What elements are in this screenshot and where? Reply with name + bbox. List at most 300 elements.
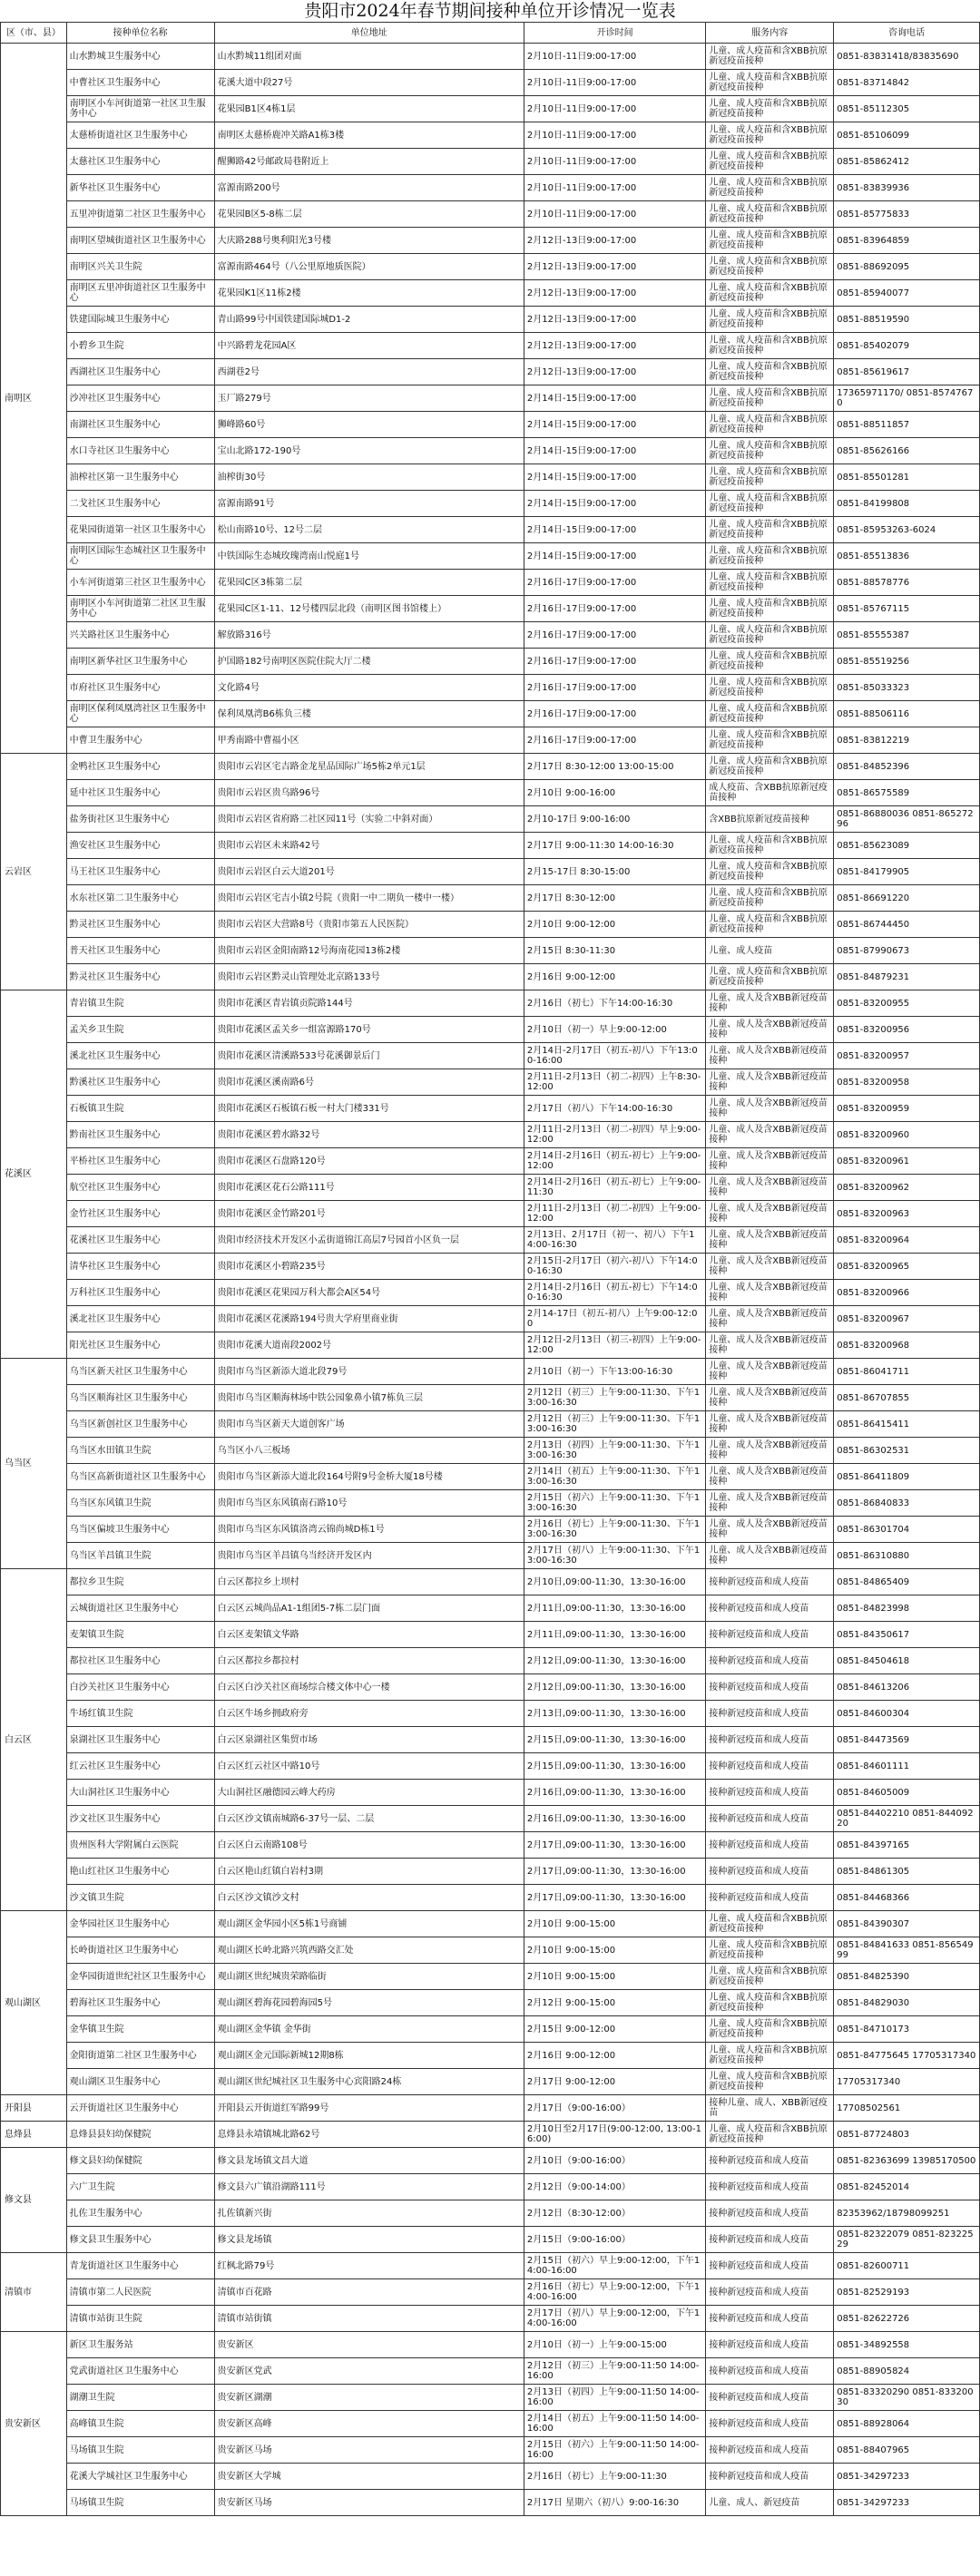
service-cell: 儿童、成人疫苗和含XBB抗原新冠疫苗接种 [706,1937,834,1964]
service-cell: 儿童、成人疫苗和含XBB抗原新冠疫苗接种 [706,912,834,938]
address-cell: 南明区太慈桥鹿冲关路A1栋3楼 [214,122,524,149]
table-row [1,201,980,228]
open-time-cell: 2月16日（初七）上午9:00-11:30、下午13:00-16:30 [524,1517,705,1543]
open-time-cell: 2月17日（9:00-16:00） [524,2095,705,2122]
open-time-cell: 2月12日 9:00-15:00 [524,1990,705,2016]
phone-cell: 0851-84841633 0851-85654999 [834,1937,980,1964]
table-row [1,1438,980,1464]
unit-name-cell: 航空社区卫生服务中心 [66,1175,214,1201]
open-time-cell: 2月14日-2月16日（初五-初七）上午9:00-11:30 [524,1175,705,1201]
address-cell: 白云区泉湖社区集贸市场 [214,1727,524,1753]
phone-cell: 0851-84390307 [834,1911,980,1937]
open-time-cell: 2月10日-11日9:00-17:00 [524,175,705,201]
open-time-cell: 2月12日（9:00-14:00） [524,2174,705,2200]
open-time-cell: 2月13日、2月17日（初一、初八）下午14:00-16:30 [524,1227,705,1254]
unit-name-cell: 二戈社区卫生服务中心 [66,491,214,517]
open-time-cell: 2月17日（初八）早上9:00-12:00，下午14:00-16:00 [524,2306,705,2332]
phone-cell: 0851-83200961 [834,1148,980,1175]
phone-cell: 0851-83200968 [834,1332,980,1359]
table-row [1,622,980,649]
table-row [1,1543,980,1569]
service-cell: 接种新冠疫苗和成人疫苗 [706,2227,834,2253]
unit-name-cell: 延中社区卫生服务中心 [66,780,214,806]
unit-name-cell: 新区卫生服务站 [66,2332,214,2358]
table-row [1,1148,980,1175]
district-cell: 修文县 [1,2148,67,2253]
phone-cell: 0851-83200964 [834,1227,980,1254]
service-cell: 接种新冠疫苗和成人疫苗 [706,1622,834,1648]
table-row [1,1753,980,1780]
service-cell: 儿童、成人疫苗和含XBB抗原新冠疫苗接种 [706,2016,834,2043]
unit-name-cell: 沙冲社区卫生服务中心 [66,385,214,412]
table-row [1,44,980,70]
service-cell: 儿童、成人及含XBB新冠疫苗接种 [706,1385,834,1411]
service-cell: 儿童、成人疫苗和含XBB抗原新冠疫苗接种 [706,96,834,122]
service-cell: 儿童、成人疫苗和含XBB抗原新冠疫苗接种 [706,622,834,649]
service-cell: 儿童、成人及含XBB新冠疫苗接种 [706,1359,834,1385]
address-cell: 西湖巷2号 [214,359,524,385]
unit-name-cell: 金阳街道第二社区卫生服务中心 [66,2043,214,2069]
address-cell: 白云区白云南路108号 [214,1832,524,1859]
phone-cell: 0851-84468366 [834,1885,980,1911]
unit-name-cell: 清镇市站街卫生院 [66,2306,214,2332]
unit-name-cell: 乌当区顺海社区卫生服务中心 [66,1385,214,1411]
address-cell: 松山南路10号、12号二层 [214,517,524,543]
address-cell: 贵阳市经济技术开发区小孟街道锦江高层7号园首小区负一层 [214,1227,524,1254]
table-row [1,1780,980,1806]
table-row [1,1017,980,1043]
unit-name-cell: 中曹卫生服务中心 [66,727,214,754]
unit-name-cell: 黔灵社区卫生服务中心 [66,912,214,938]
open-time-cell: 2月15日,09:00-11:30，13:30-16:00 [524,1753,705,1780]
open-time-cell: 2月14日-15日9:00-17:00 [524,412,705,438]
service-cell: 儿童、成人疫苗和含XBB抗原新冠疫苗接种 [706,754,834,780]
unit-name-cell: 沙文镇卫生院 [66,1885,214,1911]
table-row [1,1306,980,1332]
unit-name-cell: 金竹社区卫生服务中心 [66,1201,214,1227]
open-time-cell: 2月14日-2月17日（初五-初八）下午13:00-16:00 [524,1043,705,1069]
unit-name-cell: 修文县卫生服务中心 [66,2227,214,2253]
phone-cell: 0851-82363699 13985170500 [834,2148,980,2174]
vaccination-schedule-table [0,22,980,2516]
table-row [1,1648,980,1674]
unit-name-cell: 红云社区卫生服务中心 [66,1753,214,1780]
open-time-cell: 2月10日 9:00-12:00 [524,912,705,938]
address-cell: 护国路182号南明区医院住院大厅二楼 [214,649,524,675]
table-row [1,885,980,912]
phone-cell: 0851-84775645 17705317340 [834,2043,980,2069]
unit-name-cell: 石板镇卫生院 [66,1096,214,1122]
open-time-cell: 2月10日（9:00-16:00） [524,2148,705,2174]
unit-name-cell: 马场镇卫生院 [66,2437,214,2464]
address-cell: 开阳县云开街道红军路99号 [214,2095,524,2122]
phone-cell: 0851-84825390 [834,1964,980,1990]
open-time-cell: 2月15日（初六）上午9:00-11:50 14:00-16:00 [524,2437,705,2464]
unit-name-cell: 南湖社区卫生服务中心 [66,412,214,438]
service-cell: 儿童、成人及含XBB新冠疫苗接种 [706,1280,834,1306]
open-time-cell: 2月12日（初三）上午9:00-11:30、下午13:00-16:30 [524,1411,705,1438]
phone-cell: 0851-85513836 [834,543,980,570]
unit-name-cell: 小车河街道第三社区卫生服务中心 [66,570,214,596]
phone-cell: 0851-84601111 [834,1753,980,1780]
table-row [1,675,980,701]
open-time-cell: 2月10日 9:00-15:00 [524,1911,705,1937]
unit-name-cell: 中曹社区卫生服务中心 [66,70,214,96]
service-cell: 接种新冠疫苗和成人疫苗 [706,1885,834,1911]
open-time-cell: 2月10日-11日9:00-17:00 [524,96,705,122]
address-cell: 贵安新区高峰 [214,2411,524,2437]
address-cell: 修文县龙场镇 [214,2227,524,2253]
unit-name-cell: 油榨社区第一卫生服务中心 [66,464,214,491]
address-cell: 贵安新区马场 [214,2490,524,2516]
unit-name-cell: 太慈社区卫生服务中心 [66,149,214,175]
address-cell: 息烽县永靖镇城北路62号 [214,2122,524,2148]
address-cell: 青山路99号中国铁建国际城D1-2 [214,307,524,333]
unit-name-cell: 大山洞社区卫生服务中心 [66,1780,214,1806]
unit-name-cell: 修文县妇幼保健院 [66,2148,214,2174]
address-cell: 白云区都拉乡都拉村 [214,1648,524,1674]
unit-name-cell: 南明区国际生态城社区卫生服务中心 [66,543,214,570]
service-cell: 儿童、成人疫苗和含XBB抗原新冠疫苗接种 [706,70,834,96]
open-time-cell: 2月11日-2月13日（初二-初四）上午9:00-12:00 [524,1201,705,1227]
phone-cell: 0851-88511857 [834,412,980,438]
phone-cell: 0851-85402079 [834,333,980,359]
open-time-cell: 2月10日 9:00-15:00 [524,1964,705,1990]
district-cell: 贵安新区 [1,2332,67,2516]
phone-cell: 0851-84823998 [834,1595,980,1622]
phone-cell: 0851-84865409 [834,1569,980,1595]
service-cell: 接种新冠疫苗和成人疫苗 [706,2306,834,2332]
phone-cell: 17705317340 [834,2069,980,2095]
phone-cell: 82353962/18798099251 [834,2200,980,2227]
service-cell: 儿童、成人及含XBB新冠疫苗接种 [706,1411,834,1438]
phone-cell: 0851-83200955 [834,990,980,1017]
table-row [1,1622,980,1648]
unit-name-cell: 乌当区偏坡卫生服务中心 [66,1517,214,1543]
address-cell: 贵阳市花溪区碧水路32号 [214,1122,524,1148]
service-cell: 接种新冠疫苗和成人疫苗 [706,2148,834,2174]
table-row [1,1806,980,1832]
phone-cell: 0851-83200958 [834,1069,980,1096]
open-time-cell: 2月10日-11日9:00-17:00 [524,149,705,175]
open-time-cell: 2月16日,09:00-11:30，13:30-16:00 [524,1780,705,1806]
address-cell: 贵阳市花溪区石盘路120号 [214,1148,524,1175]
address-cell: 贵阳市花溪区石板镇石板一村大门楼331号 [214,1096,524,1122]
service-cell: 接种新冠疫苗和成人疫苗 [706,2200,834,2227]
service-cell: 儿童、成人及含XBB新冠疫苗接种 [706,1254,834,1280]
address-cell: 观山湖区碧海花园碧海园5号 [214,1990,524,2016]
phone-cell: 0851-84504618 [834,1648,980,1674]
open-time-cell: 2月12日-13日9:00-17:00 [524,228,705,254]
phone-cell: 17708502561 [834,2095,980,2122]
service-cell: 接种新冠疫苗和成人疫苗 [706,1780,834,1806]
unit-name-cell: 黔溪社区卫生服务中心 [66,1069,214,1096]
table-row [1,464,980,491]
table-row [1,385,980,412]
address-cell: 贵阳市花溪区金竹路201号 [214,1201,524,1227]
address-cell: 贵安新区 [214,2332,524,2358]
open-time-cell: 2月17日（初八）下午14:00-16:30 [524,1096,705,1122]
unit-name-cell: 金鸭社区卫生服务中心 [66,754,214,780]
phone-cell: 0851-86707855 [834,1385,980,1411]
table-row [1,833,980,859]
unit-name-cell: 盐务街社区卫生服务中心 [66,806,214,833]
open-time-cell: 2月12日-13日9:00-17:00 [524,280,705,307]
phone-cell: 0851-86691220 [834,885,980,912]
unit-name-cell: 清华社区卫生服务中心 [66,1254,214,1280]
service-cell: 儿童、成人及含XBB新冠疫苗接种 [706,1043,834,1069]
address-cell: 贵阳市乌当区东风镇洛湾云锦尚城D栋1号 [214,1517,524,1543]
unit-name-cell: 南明区新华社区卫生服务中心 [66,649,214,675]
service-cell: 儿童、成人疫苗和含XBB抗原新冠疫苗接种 [706,859,834,885]
address-cell: 玉厂路279号 [214,385,524,412]
unit-name-cell: 白沙关社区卫生服务中心 [66,1674,214,1701]
phone-cell: 0851-85626166 [834,438,980,464]
service-cell: 接种新冠疫苗和成人疫苗 [706,2464,834,2490]
open-time-cell: 2月15日,09:00-11:30，13:30-16:00 [524,1727,705,1753]
phone-cell: 0851-87724803 [834,2122,980,2148]
table-row [1,517,980,543]
unit-name-cell: 花溪社区卫生服务中心 [66,1227,214,1254]
address-cell: 贵阳市乌当区新添大道北段164号附9号金桥大厦18号楼 [214,1464,524,1490]
phone-cell: 0851-85112305 [834,96,980,122]
service-cell: 儿童、成人疫苗和含XBB抗原新冠疫苗接种 [706,1911,834,1937]
phone-cell: 0851-84199808 [834,491,980,517]
unit-name-cell: 都拉乡卫生院 [66,1569,214,1595]
table-row [1,2200,980,2227]
address-cell: 花果园B1区4栋1层 [214,96,524,122]
phone-cell: 0851-84397165 [834,1832,980,1859]
address-cell: 大庆路288号奥利阳光3号楼 [214,228,524,254]
table-row [1,2122,980,2148]
table-row [1,1227,980,1254]
open-time-cell: 2月16日（初七）上午9:00-11:30 [524,2464,705,2490]
open-time-cell: 2月14日-15日9:00-17:00 [524,491,705,517]
table-row [1,754,980,780]
service-cell: 接种新冠疫苗和成人疫苗 [706,2411,834,2437]
phone-cell: 0851-84879231 [834,964,980,990]
open-time-cell: 2月16日-17日9:00-17:00 [524,570,705,596]
table-body [1,44,980,2516]
unit-name-cell: 马王社区卫生服务中心 [66,859,214,885]
service-cell: 接种新冠疫苗和成人疫苗 [706,1674,834,1701]
table-row [1,2464,980,2490]
table-row [1,280,980,307]
table-row [1,649,980,675]
service-cell: 儿童、成人及含XBB新冠疫苗接种 [706,1122,834,1148]
unit-name-cell: 孟关乡卫生院 [66,1017,214,1043]
phone-cell: 0851-86880036 0851-86527296 [834,806,980,833]
phone-cell: 0851-84179905 [834,859,980,885]
unit-name-cell: 麦架镇卫生院 [66,1622,214,1648]
address-cell: 醒狮路42号邮政局巷附近上 [214,149,524,175]
district-cell: 乌当区 [1,1359,67,1569]
service-cell: 儿童、成人疫苗和含XBB抗原新冠疫苗接种 [706,149,834,175]
open-time-cell: 2月12日（初三）上午9:00-11:30、下午13:00-16:30 [524,1385,705,1411]
table-row [1,806,980,833]
address-cell: 贵阳市乌当区东风镇南石路10号 [214,1490,524,1517]
phone-cell: 0851-83200957 [834,1043,980,1069]
unit-name-cell: 马场镇卫生院 [66,2490,214,2516]
open-time-cell: 2月14日-15日9:00-17:00 [524,438,705,464]
table-row [1,1411,980,1438]
unit-name-cell: 清镇市第二人民医院 [66,2279,214,2306]
service-cell: 接种新冠疫苗和成人疫苗 [706,1595,834,1622]
unit-name-cell: 花溪大学城社区卫生服务中心 [66,2464,214,2490]
unit-name-cell: 青龙街道社区卫生服务中心 [66,2253,214,2279]
table-row [1,2069,980,2095]
address-cell: 贵安新区大学城 [214,2464,524,2490]
phone-cell: 0851-84613206 [834,1674,980,1701]
table-row [1,570,980,596]
phone-cell: 0851-85775833 [834,201,980,228]
address-cell: 白云区麦架镇文华路 [214,1622,524,1648]
service-cell: 接种新冠疫苗和成人疫苗 [706,1806,834,1832]
service-cell: 儿童、成人及含XBB新冠疫苗接种 [706,1543,834,1569]
address-cell: 修文县六广镇沿湖路111号 [214,2174,524,2200]
phone-cell: 0851-86744450 [834,912,980,938]
phone-cell: 0851-84600304 [834,1701,980,1727]
table-row [1,2253,980,2279]
unit-name-cell: 青岩镇卫生院 [66,990,214,1017]
phone-cell: 0851-83714842 [834,70,980,96]
address-cell: 贵阳市花溪区花溪路194号贵大学府里商业街 [214,1306,524,1332]
service-cell: 接种新冠疫苗和成人疫苗 [706,2174,834,2200]
service-cell: 儿童、成人及含XBB新冠疫苗接种 [706,1017,834,1043]
open-time-cell: 2月17日 8:30-12:00 13:00-15:00 [524,754,705,780]
unit-name-cell: 平桥社区卫生服务中心 [66,1148,214,1175]
service-cell: 儿童、成人疫苗和含XBB抗原新冠疫苗接种 [706,1964,834,1990]
open-time-cell: 2月17日 8:30-12:00 [524,885,705,912]
open-time-cell: 2月13日,09:00-11:30，13:30-16:00 [524,1701,705,1727]
phone-cell: 0851-84829030 [834,1990,980,2016]
address-cell: 乌当区小八三板场 [214,1438,524,1464]
unit-name-cell: 普天社区卫生服务中心 [66,938,214,964]
phone-cell: 0851-83200967 [834,1306,980,1332]
district-cell: 云岩区 [1,754,67,990]
open-time-cell: 2月10日至2月17日(9:00-12:00, 13:00-16:00) [524,2122,705,2148]
phone-cell: 0851-88506116 [834,701,980,727]
unit-name-cell: 万科社区卫生服务中心 [66,1280,214,1306]
address-cell: 贵阳市云岩区黔灵山管理处北京路133号 [214,964,524,990]
table-row [1,1280,980,1306]
service-cell: 儿童、成人疫苗和含XBB抗原新冠疫苗接种 [706,307,834,333]
address-cell: 甲秀南路中曹福小区 [214,727,524,754]
table-row [1,438,980,464]
phone-cell: 0851-88905824 [834,2358,980,2385]
address-cell: 保利凤凰湾B6栋负三楼 [214,701,524,727]
unit-name-cell: 云开街道社区卫生服务中心 [66,2095,214,2122]
service-cell: 儿童、成人疫苗和含XBB抗原新冠疫苗接种 [706,464,834,491]
table-row [1,122,980,149]
service-cell: 接种儿童、成人、XBB新冠疫苗 [706,2095,834,2122]
phone-cell: 0851-82452014 [834,2174,980,2200]
phone-cell: 0851-88519590 [834,307,980,333]
unit-name-cell: 牛场红镇卫生院 [66,1701,214,1727]
phone-cell: 0851-88692095 [834,254,980,280]
table-row [1,2227,980,2253]
column-header-district: 区（市、县） [1,23,67,44]
unit-name-cell: 铁建国际城卫生服务中心 [66,307,214,333]
service-cell: 接种新冠疫苗和成人疫苗 [706,2332,834,2358]
unit-name-cell: 小碧乡卫生院 [66,333,214,359]
service-cell: 接种新冠疫苗和成人疫苗 [706,1859,834,1885]
phone-cell: 0851-34297233 [834,2490,980,2516]
service-cell: 接种新冠疫苗和成人疫苗 [706,2253,834,2279]
address-cell: 白云区红云社区中路10号 [214,1753,524,1780]
address-cell: 清镇市站街镇 [214,2306,524,2332]
service-cell: 儿童、成人疫苗和含XBB抗原新冠疫苗接种 [706,701,834,727]
phone-cell: 0851-85106099 [834,122,980,149]
phone-cell: 0851-83964859 [834,228,980,254]
phone-cell: 0851-83320290 0851-83320030 [834,2385,980,2411]
unit-name-cell: 南明区小车河街道第二社区卫生服务中心 [66,596,214,622]
service-cell: 儿童、成人疫苗和含XBB抗原新冠疫苗接种 [706,359,834,385]
service-cell: 儿童、成人疫苗 [706,938,834,964]
phone-cell: 0851-82322079 0851-82322529 [834,2227,980,2253]
phone-cell: 0851-84605009 [834,1780,980,1806]
phone-cell: 0851-84350617 [834,1622,980,1648]
open-time-cell: 2月15日 9:00-12:00 [524,2016,705,2043]
address-cell: 贵安新区湖潮 [214,2385,524,2411]
unit-name-cell: 乌当区新创社区卫生服务中心 [66,1411,214,1438]
service-cell: 儿童、成人及含XBB新冠疫苗接种 [706,1332,834,1359]
phone-cell: 0851-86411809 [834,1464,980,1490]
column-header-address: 单位地址 [214,23,524,44]
table-row [1,1569,980,1595]
table-row [1,1859,980,1885]
address-cell: 狮峰路60号 [214,412,524,438]
table-row [1,359,980,385]
open-time-cell: 2月10日-11日9:00-17:00 [524,70,705,96]
phone-cell: 0851-83831418/83835690 [834,44,980,70]
service-cell: 儿童、成人及含XBB新冠疫苗接种 [706,1464,834,1490]
open-time-cell: 2月12日-2月13日（初三-初四）上午9:00-12:00 [524,1332,705,1359]
phone-cell: 0851-85862412 [834,149,980,175]
open-time-cell: 2月15日（初六）上午9:00-11:30、下午13:00-16:30 [524,1490,705,1517]
open-time-cell: 2月11日,09:00-11:30，13:30-16:00 [524,1622,705,1648]
open-time-cell: 2月10日（初一）早上9:00-12:00 [524,1017,705,1043]
table-row [1,1385,980,1411]
table-row [1,412,980,438]
address-cell: 油榨街30号 [214,464,524,491]
unit-name-cell: 新华社区卫生服务中心 [66,175,214,201]
unit-name-cell: 溪北社区卫生服务中心 [66,1306,214,1332]
table-row [1,1359,980,1385]
table-row [1,543,980,570]
phone-cell: 0851-84852396 [834,754,980,780]
open-time-cell: 2月15日 8:30-11:30 [524,938,705,964]
phone-cell: 0851-85501281 [834,464,980,491]
open-time-cell: 2月14日-15日9:00-17:00 [524,543,705,570]
district-cell: 南明区 [1,44,67,754]
unit-name-cell: 南明区望城街道社区卫生服务中心 [66,228,214,254]
service-cell: 儿童、成人疫苗和含XBB抗原新冠疫苗接种 [706,517,834,543]
unit-name-cell: 党武街道社区卫生服务中心 [66,2358,214,2385]
address-cell: 白云区云城尚品A1-1组团5-7栋二层门面 [214,1595,524,1622]
district-cell: 清镇市 [1,2253,67,2332]
open-time-cell: 2月17日 9:00-12:00 [524,2069,705,2095]
phone-cell: 0851-85555387 [834,622,980,649]
open-time-cell: 2月12日（初三）上午9:00-11:50 14:00-16:00 [524,2358,705,2385]
address-cell: 贵阳市云岩区白云大道201号 [214,859,524,885]
phone-cell: 0851-85033323 [834,675,980,701]
address-cell: 花果园K1区11栋2楼 [214,280,524,307]
table-row [1,964,980,990]
unit-name-cell: 金华园街道世纪社区卫生服务中心 [66,1964,214,1990]
table-row [1,1517,980,1543]
phone-cell: 0851-82622726 [834,2306,980,2332]
